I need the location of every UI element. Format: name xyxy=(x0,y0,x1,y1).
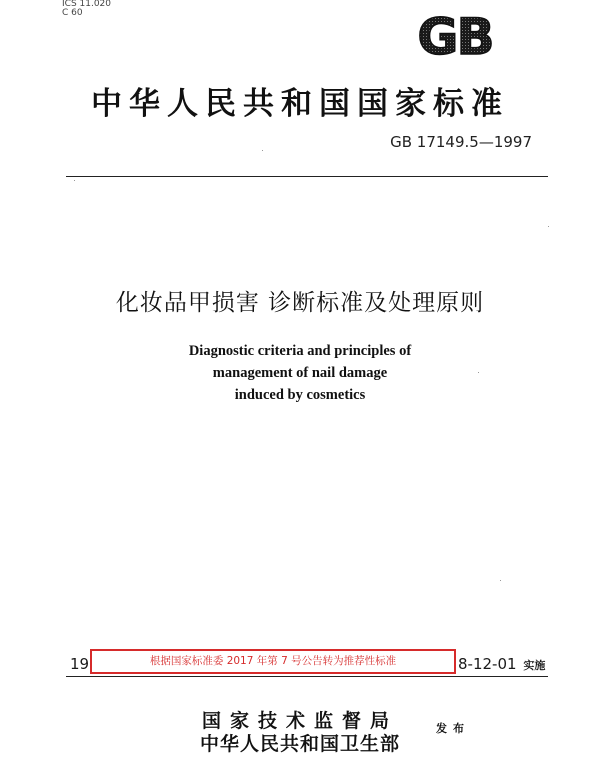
date-row xyxy=(0,648,600,680)
ics-code: ICS 11.020 xyxy=(62,0,112,9)
scan-speck xyxy=(262,150,263,151)
scan-speck xyxy=(74,180,75,181)
standard-code: GB 17149.5—1997 xyxy=(390,133,532,151)
gb-logo xyxy=(402,12,508,58)
standard-title: 中华人民共和国国家标准 xyxy=(91,86,509,122)
footer-rule xyxy=(66,676,548,677)
ccs-code: C 60 xyxy=(62,8,83,18)
issuer-tech-supervision: 国家技术监督局 xyxy=(201,710,398,732)
title-en-line: Diagnostic criteria and principles of xyxy=(188,343,412,359)
document-title-cn: 化妆品甲损害 诊断标准及处理原则 xyxy=(115,290,485,316)
title-en-line: management of nail damage xyxy=(212,365,388,381)
issue-date-fragment: 19 xyxy=(70,655,90,673)
document-title-en xyxy=(0,340,600,406)
implement-date xyxy=(458,655,545,673)
scan-speck xyxy=(548,226,549,227)
scan-speck xyxy=(500,580,501,581)
implement-date-value: 8-12-01 xyxy=(458,655,517,673)
issue-label: 发布 xyxy=(436,722,470,735)
issuing-authorities xyxy=(0,706,600,755)
title-en-line: induced by cosmetics xyxy=(234,387,366,403)
status-notice-stamp: 根据国家标准委 2017 年第 7 号公告转为推荐性标准 xyxy=(90,649,456,674)
scan-speck xyxy=(478,372,479,373)
header-rule xyxy=(66,176,548,177)
implement-label: 实施 xyxy=(523,659,546,672)
issuer-health-ministry: 中华人民共和国卫生部 xyxy=(199,733,400,755)
classification-block xyxy=(62,0,111,18)
gb-logo-text: GB xyxy=(417,12,493,58)
